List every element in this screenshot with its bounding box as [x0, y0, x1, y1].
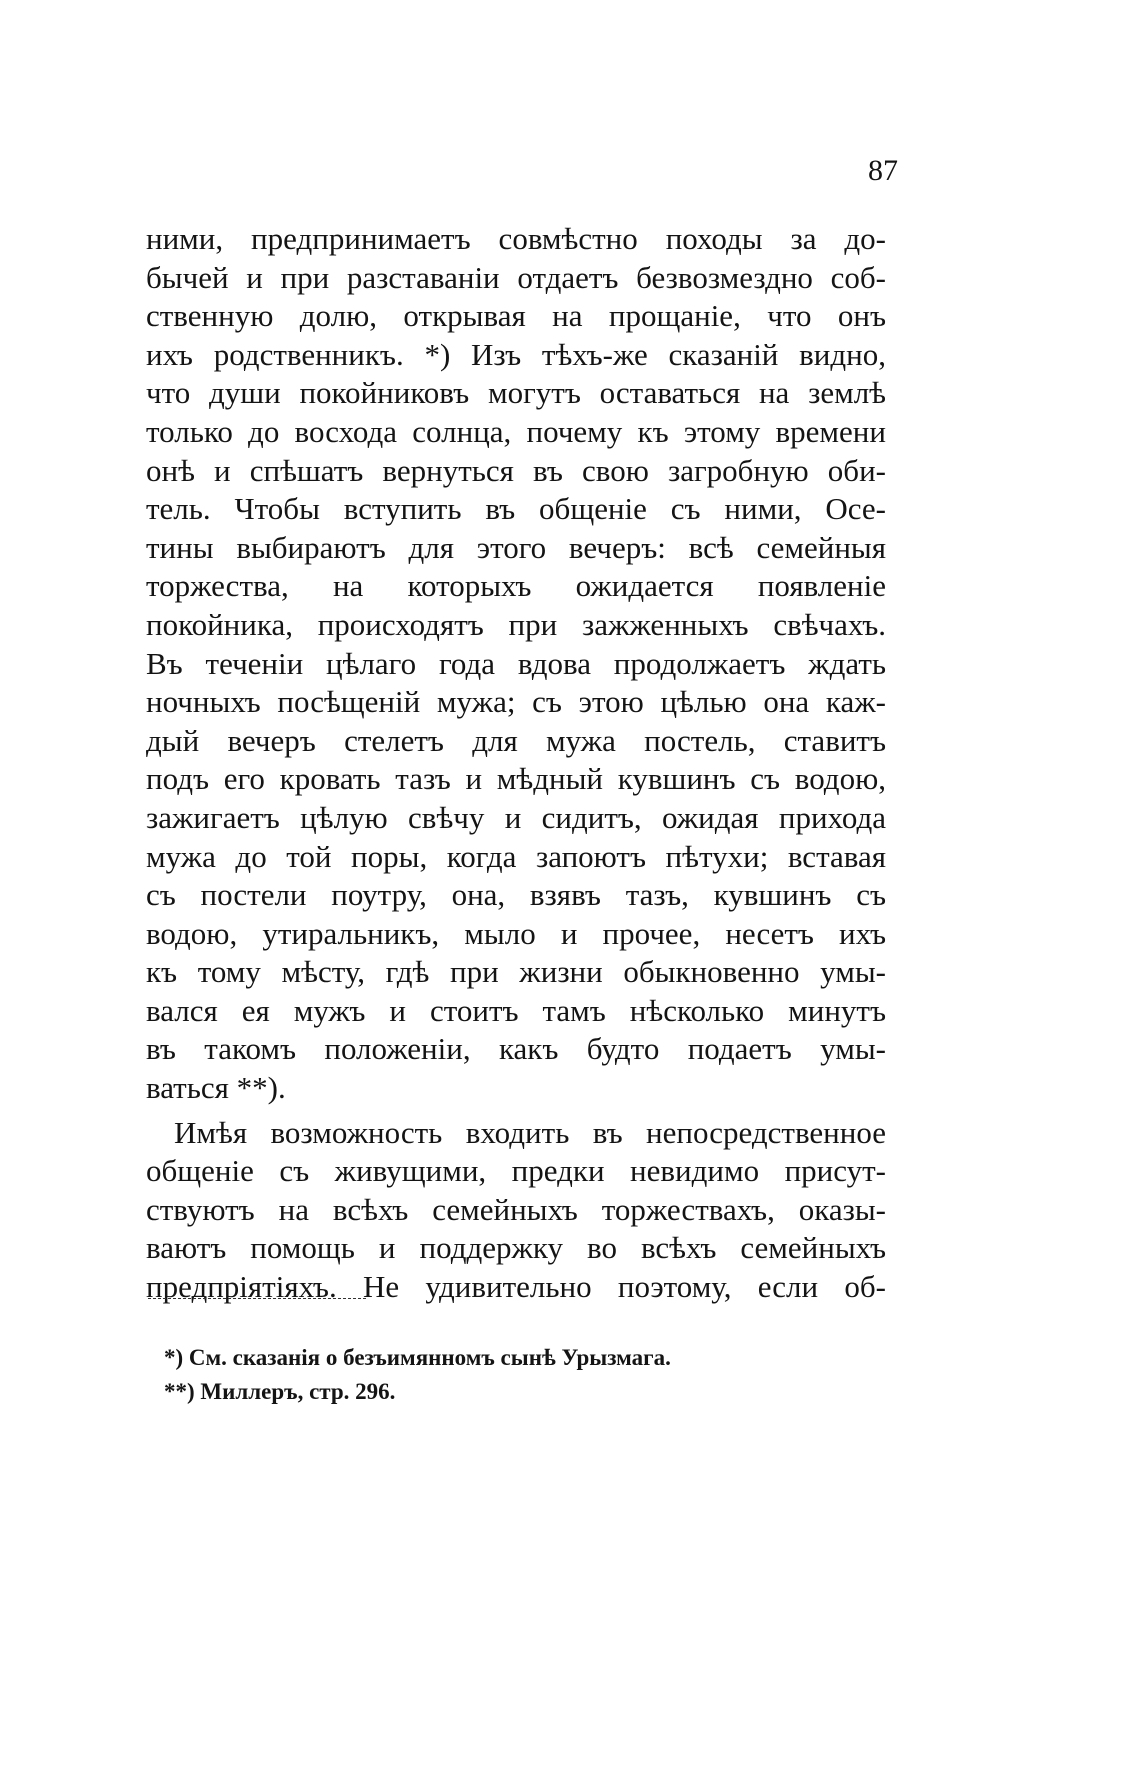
text-line: покойника, происходятъ при зажженныхъ свѣчахъ.	[146, 606, 886, 642]
text-line: только до восхода солнца, почему къ этому времени	[146, 413, 886, 449]
text-line: тель. Чтобы вступить въ общеніе съ ними, Осе-	[146, 491, 886, 527]
text-line: ствуютъ на всѣхъ семейныхъ торжествахъ, оказы-	[146, 1191, 886, 1227]
text-line: ихъ родственникъ. *) Изъ тѣхъ-же сказаній видно,	[146, 336, 886, 372]
footnote-divider	[148, 1298, 366, 1299]
footnotes	[164, 1341, 671, 1409]
text-line: дый вечеръ стелетъ для мужа постель, ставитъ	[146, 722, 886, 758]
footnote: *) См. сказанія о безъимянномъ сынѣ Урызмага.	[164, 1345, 671, 1370]
text-line: ваться **).	[146, 1070, 286, 1106]
text-line: подъ его кровать тазъ и мѣдный кувшинъ съ водою,	[146, 761, 886, 797]
text-line: бычей и при разставаніи отдаетъ безвозмездно соб-	[146, 259, 886, 295]
text-line: общеніе съ живущими, предки невидимо присут-	[146, 1153, 886, 1189]
text-line: водою, утиральникъ, мыло и прочее, несетъ ихъ	[146, 915, 886, 951]
text-line: вался ея мужъ и стоитъ тамъ нѣсколько минутъ	[146, 992, 886, 1028]
text-line: ваютъ помощь и поддержку во всѣхъ семейныхъ	[146, 1230, 886, 1266]
text-line: онѣ и спѣшатъ вернуться въ свою загробную оби-	[146, 452, 886, 488]
text-line: мужа до той поры, когда запоютъ пѣтухи; вставая	[146, 838, 886, 874]
text-line: съ постели поутру, она, взявъ тазъ, кувшинъ съ	[146, 877, 886, 913]
text-line: въ такомъ положеніи, какъ будто подаетъ умы-	[146, 1031, 886, 1067]
text-line: ними, предпринимаетъ совмѣстно походы за до-	[146, 221, 886, 256]
text-line: что души покойниковъ могутъ оставаться на землѣ	[146, 375, 886, 411]
text-line: Въ теченіи цѣлаго года вдова продолжаетъ ждать	[146, 645, 886, 681]
page-number: 87	[868, 154, 898, 187]
text-line: Имѣя возможность входить въ непосредственное	[174, 1114, 886, 1150]
text-line: торжества, на которыхъ ожидается появленіе	[146, 568, 886, 604]
text-line: ночныхъ посѣщеній мужа; съ этою цѣлью она каж-	[146, 684, 886, 720]
text-line: къ тому мѣсту, гдѣ при жизни обыкновенно умы-	[146, 954, 886, 990]
text-line: ственную долю, открывая на прощаніе, что онъ	[146, 298, 886, 334]
text-line: предпріятіяхъ. Не удивительно поэтому, если об-	[146, 1269, 886, 1305]
footnote: **) Миллеръ, стр. 296.	[164, 1379, 396, 1404]
body-text	[146, 220, 886, 1307]
text-line: тины выбираютъ для этого вечеръ: всѣ семейныя	[146, 529, 886, 565]
text-line: зажигаетъ цѣлую свѣчу и сидитъ, ожидая прихода	[146, 799, 886, 835]
